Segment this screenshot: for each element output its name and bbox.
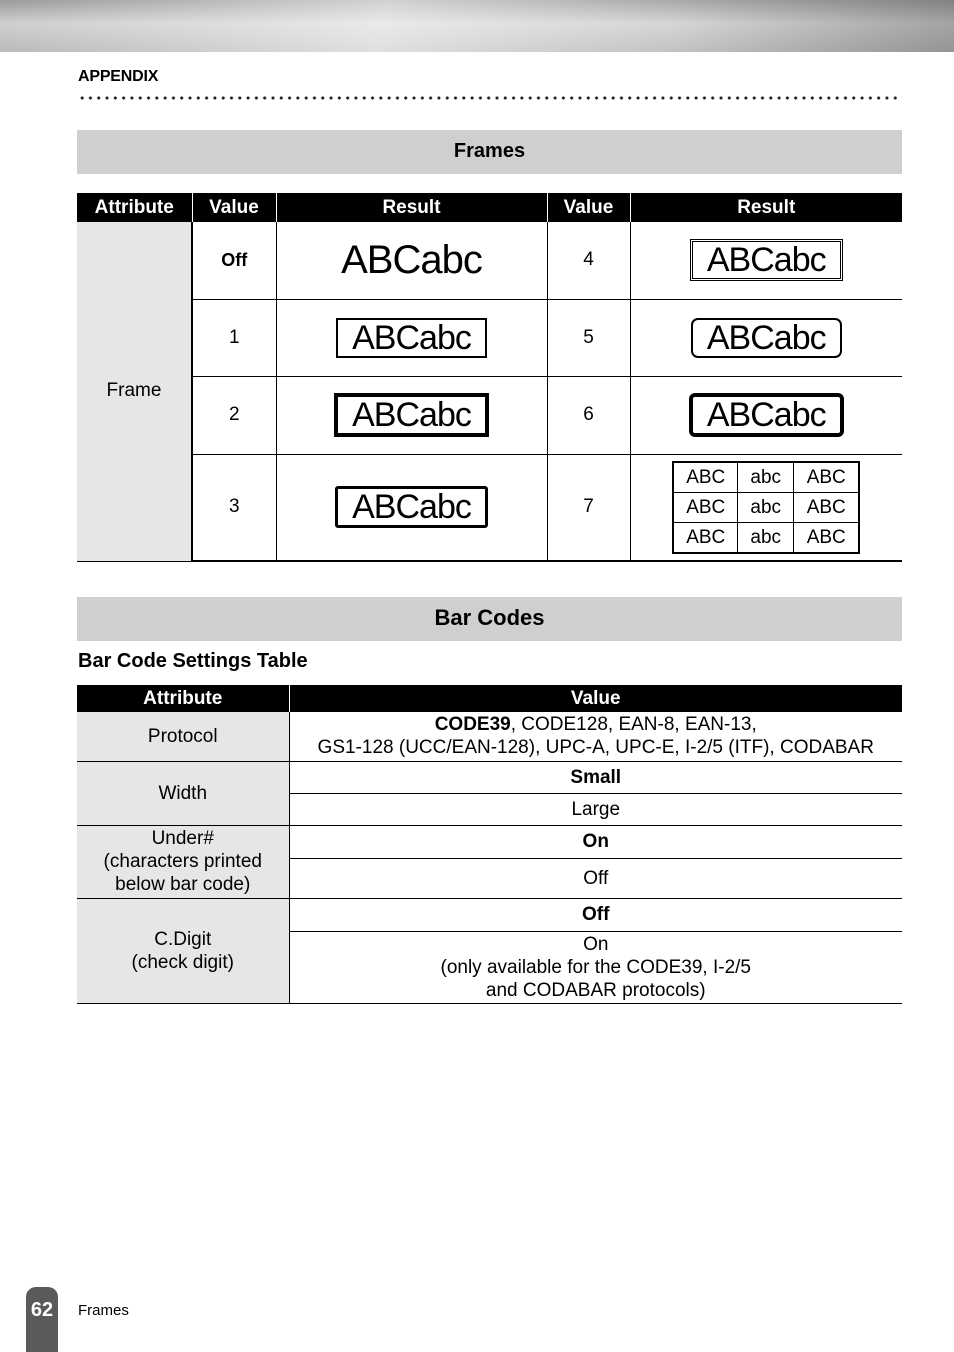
frame-result-6 [630,376,902,454]
frame-grid-sample [672,461,860,554]
table-row [77,712,902,761]
frames-heading: Frames [77,130,902,174]
frame-attribute: Frame [77,222,192,561]
page-number: 62 [26,1287,58,1352]
cdigit-other [289,931,902,1003]
grid-cell: abc [738,523,794,552]
barcode-header-row [77,685,902,712]
table-row [77,454,902,561]
frame-result-1 [276,299,547,376]
frame-value: 7 [547,454,630,561]
under-desc-line2: below bar code) [115,874,251,895]
col-attribute: Attribute [77,193,192,222]
col-result: Result [276,193,547,222]
frame-value: 5 [547,299,630,376]
col-value: Value [192,193,276,222]
frame-value: 3 [192,454,276,561]
under-label: Under# [151,828,214,849]
cdigit-desc: (check digit) [131,951,234,973]
grid-cell: ABC [806,526,846,548]
frame-result-4 [630,222,902,299]
grid-cell: ABC [794,493,858,523]
grid-cell: ABC [674,523,738,552]
frame-sample: ABCabc [335,486,488,528]
protocol-options-line1: , CODE128, EAN-8, EAN-13, [510,714,757,736]
grid-cell: ABC [674,493,738,523]
table-row [77,898,902,931]
frame-value: 4 [547,222,630,299]
under-other: Off [289,858,902,898]
frame-value: 2 [192,376,276,454]
table-row [77,299,902,376]
barcode-settings-table [77,685,902,1004]
frame-result-off [276,222,547,299]
frame-sample: ABCabc [690,239,843,281]
barcode-table-title: Bar Code Settings Table [78,650,308,672]
col-attribute: Attribute [77,685,289,712]
cdigit-other-value: On [583,933,609,955]
footer-section-name: Frames [78,1302,129,1319]
frame-sample: ABCabc [341,238,482,283]
header-swoosh [0,0,954,52]
grid-cell: ABC [794,463,858,493]
cdigit-attribute [77,898,289,1003]
width-default: Small [289,761,902,793]
cdigit-note-line2: and CODABAR protocols) [485,979,706,1001]
frame-result-5 [630,299,902,376]
table-row [77,825,902,858]
frame-sample: ABCabc [334,393,489,437]
section-label: APPENDIX [78,68,159,85]
under-default: On [289,825,902,858]
protocol-default: CODE39 [434,714,511,736]
under-desc-line1: (characters printed [103,851,262,872]
cdigit-note-line1: (only available for the CODE39, I-2/5 [440,956,751,978]
barcodes-heading: Bar Codes [77,597,902,641]
table-row [77,761,902,793]
frame-sample: ABCabc [336,318,487,358]
frame-sample: ABCabc [689,393,844,437]
frames-header-row [77,193,902,222]
col-value-2: Value [547,193,630,222]
grid-cell: abc [738,463,794,493]
col-value: Value [289,685,902,712]
width-other: Large [289,793,902,825]
protocol-value [289,712,902,761]
frame-result-7 [630,454,902,561]
under-attribute [77,825,289,898]
protocol-attribute: Protocol [77,712,289,761]
frame-value: 6 [547,376,630,454]
col-result-2: Result [630,193,902,222]
frame-sample: ABCabc [691,318,842,358]
table-row [77,376,902,454]
table-row [77,222,902,299]
frame-value: 1 [192,299,276,376]
frame-result-2 [276,376,547,454]
dotted-divider [78,95,902,101]
frame-result-3 [276,454,547,561]
cdigit-default: Off [289,898,902,931]
protocol-options-line2: GS1-128 (UCC/EAN-128), UPC-A, UPC-E, I-2/5 (ITF), CODABAR [317,737,874,759]
grid-cell: abc [738,493,794,523]
width-attribute: Width [77,761,289,825]
cdigit-label: C.Digit [154,928,212,950]
frames-table [77,193,902,562]
header-band [0,0,954,52]
frame-value: Off [192,222,276,299]
grid-cell: ABC [674,463,738,493]
